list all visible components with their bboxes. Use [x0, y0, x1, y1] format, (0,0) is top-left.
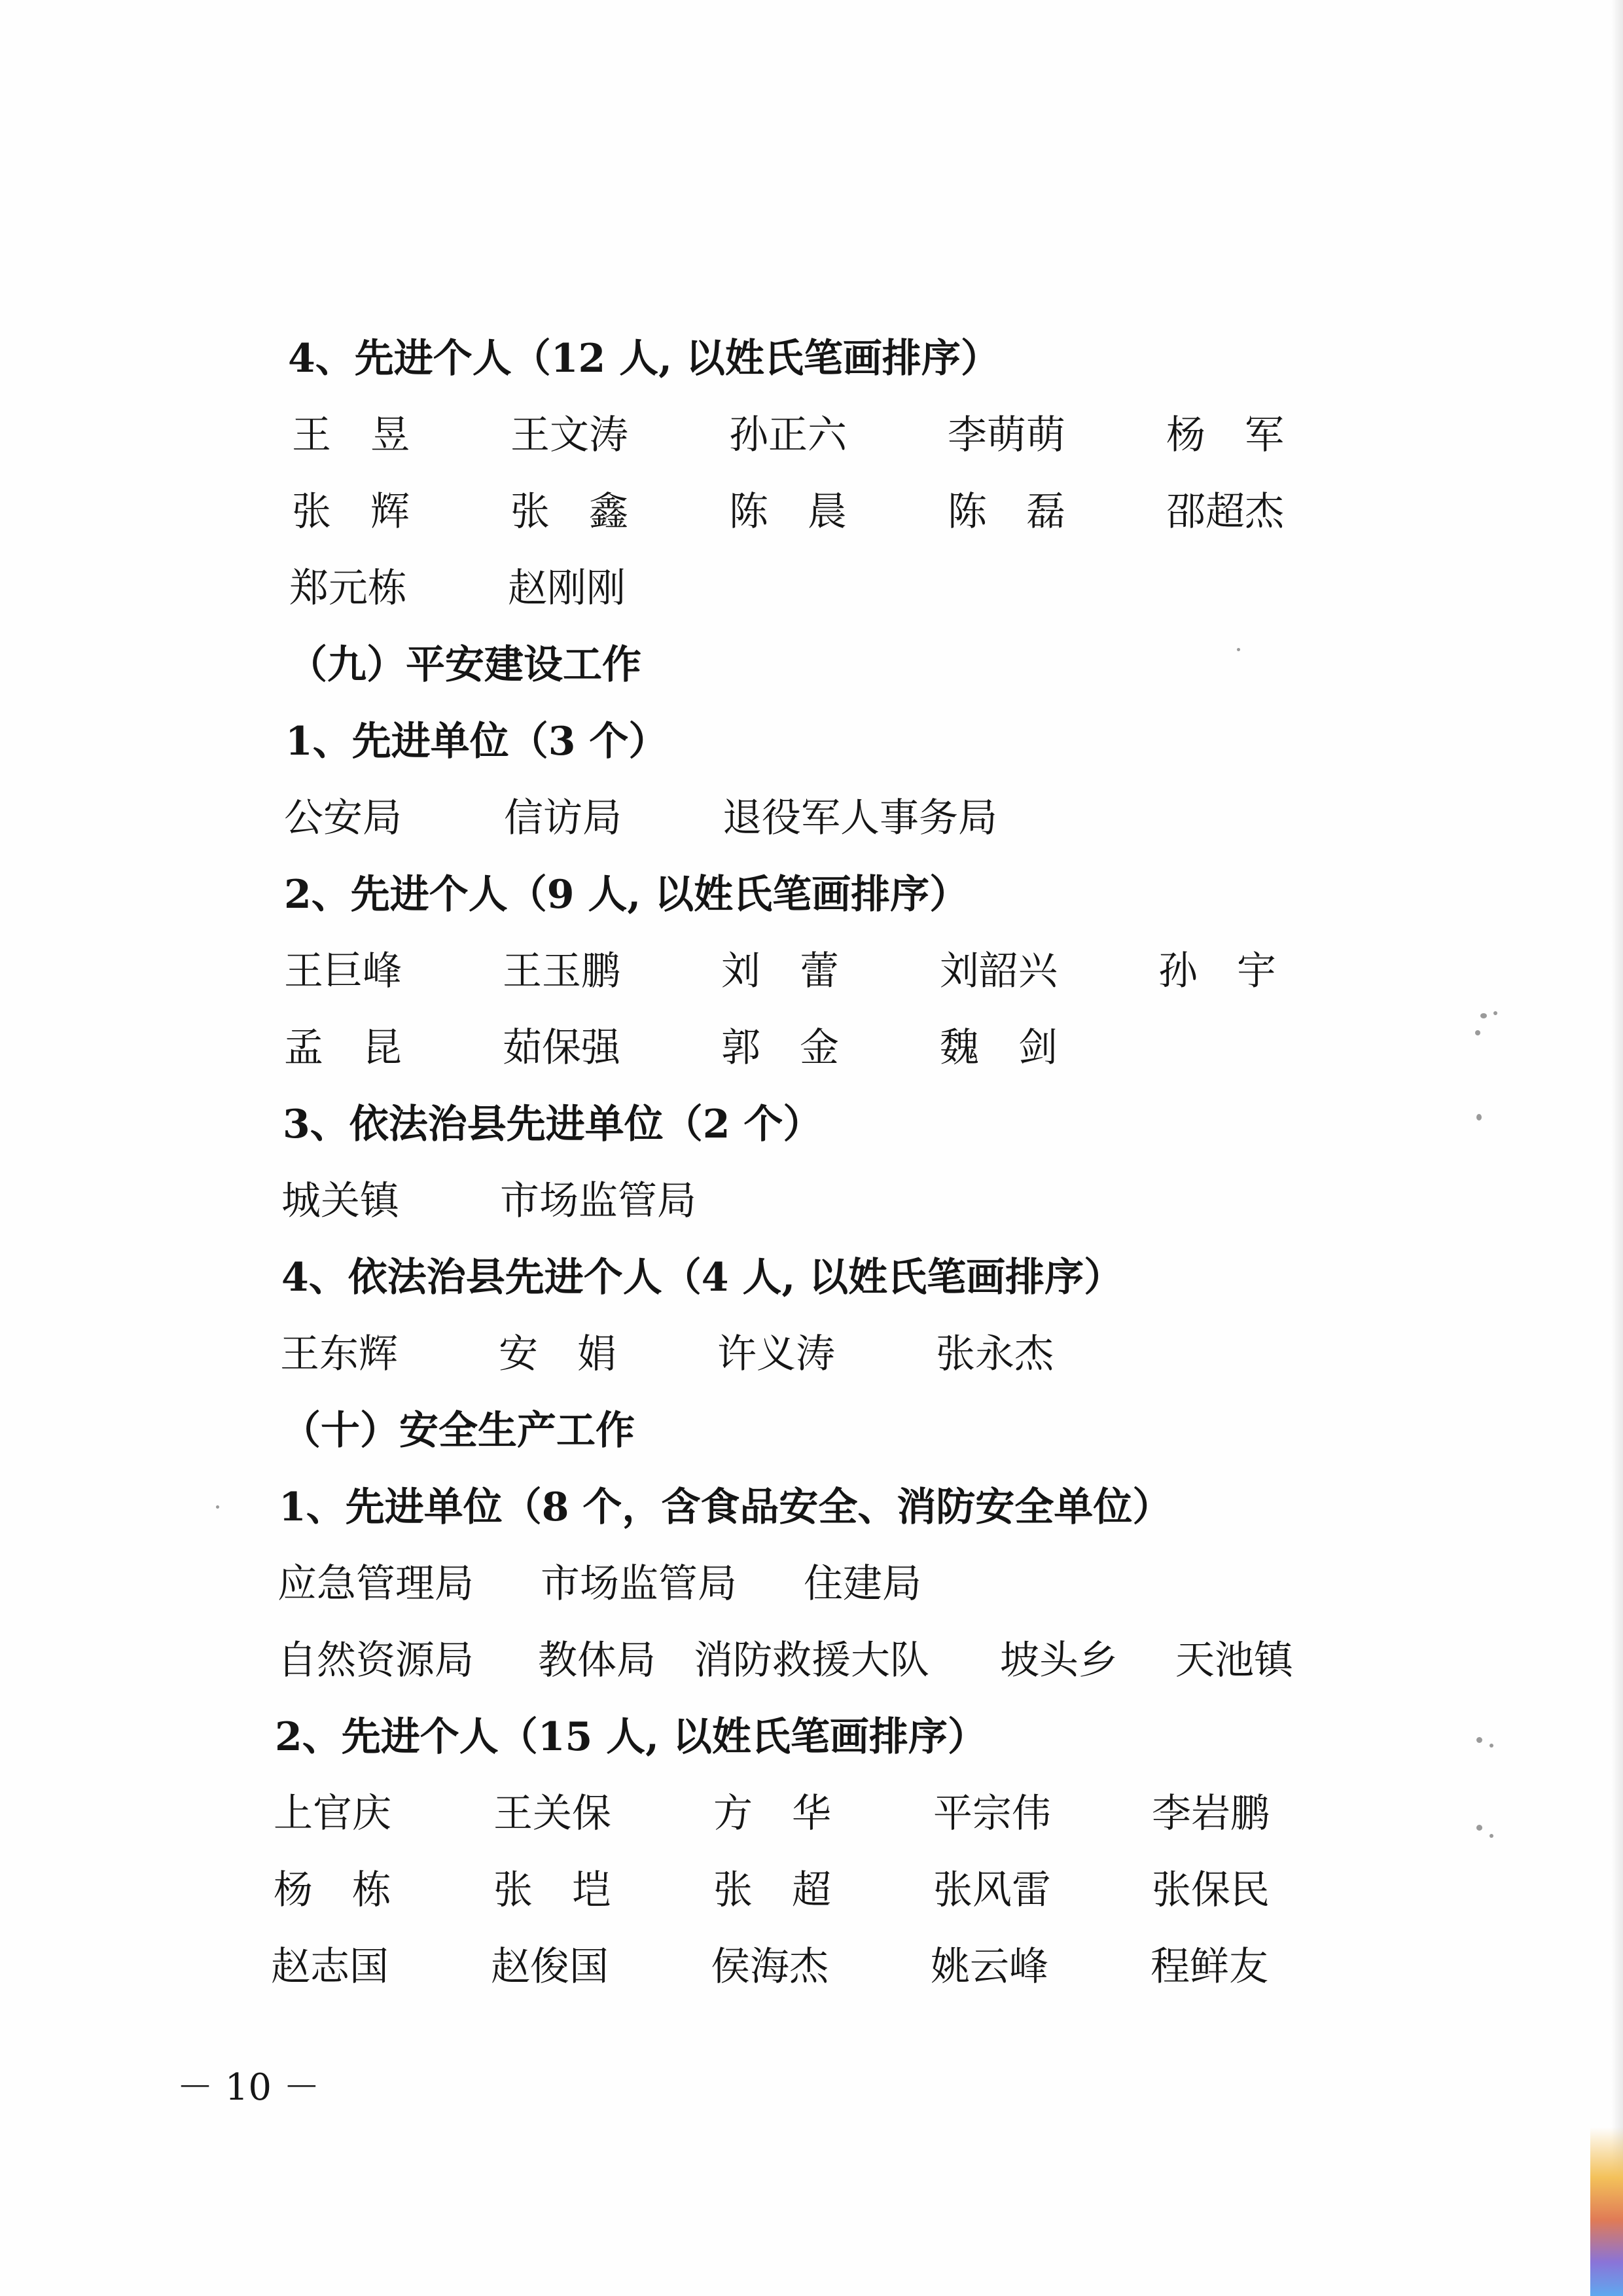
name-entry: 张保民: [1152, 1867, 1270, 1913]
section-heading: 2、先进个人（9 人, 以姓氏笔画排序）: [284, 872, 969, 918]
section-heading: 4、先进个人（12 人, 以姓氏笔画排序）: [288, 336, 1000, 382]
unit-entry: 教体局: [538, 1638, 656, 1683]
name-entry: 刘韶兴: [940, 948, 1058, 994]
name-entry: 张 垲: [493, 1867, 611, 1913]
name-entry: 刘 蕾: [721, 948, 839, 994]
name-entry: 王 昱: [292, 412, 410, 458]
scan-speck: [1475, 1030, 1480, 1035]
section-heading: 2、先进个人（15 人, 以姓氏笔画排序）: [275, 1714, 987, 1760]
scan-speck: [216, 1505, 219, 1509]
unit-entry: 自然资源局: [277, 1638, 474, 1683]
scan-speck: [1493, 1011, 1497, 1015]
unit-entry: 住建局: [804, 1561, 921, 1607]
name-entry: 张永杰: [936, 1331, 1054, 1377]
page-number: － 10 －: [177, 2066, 320, 2109]
scan-speck: [1476, 1114, 1482, 1121]
name-entry: 李岩鹏: [1152, 1791, 1270, 1837]
name-entry: 张风雷: [933, 1867, 1051, 1913]
name-entry: 张 辉: [292, 489, 410, 535]
name-entry: 赵俊国: [491, 1944, 609, 1990]
scan-speck: [1489, 1834, 1493, 1838]
name-entry: 茹保强: [503, 1025, 620, 1071]
scan-speck: [1480, 1013, 1487, 1018]
name-entry: 郑元栋: [289, 565, 407, 611]
unit-entry: 城关镇: [281, 1178, 399, 1224]
name-entry: 魏 剑: [940, 1025, 1058, 1071]
name-entry: 张 超: [713, 1867, 831, 1913]
name-entry: 邵超杰: [1166, 489, 1284, 535]
name-entry: 王东辉: [280, 1331, 398, 1377]
name-entry: 上官庆: [274, 1791, 391, 1837]
name-entry: 安 娟: [499, 1331, 616, 1377]
unit-entry: 应急管理局: [277, 1561, 474, 1607]
unit-entry: 退役军人事务局: [722, 795, 997, 841]
name-entry: 郭 金: [721, 1025, 839, 1071]
name-entry: 程鲜友: [1150, 1944, 1268, 1990]
unit-entry: 消防救援大队: [694, 1638, 929, 1683]
name-entry: 杨 栋: [274, 1867, 391, 1913]
name-entry: 张 鑫: [510, 489, 628, 535]
name-entry: 孟 昆: [284, 1025, 402, 1071]
name-entry: 赵志国: [271, 1944, 389, 1990]
name-entry: 许义涛: [717, 1331, 835, 1377]
name-entry: 陈 晨: [729, 489, 847, 535]
unit-entry: 天池镇: [1175, 1638, 1293, 1683]
section-heading: （九）平安建设工作: [288, 642, 641, 688]
name-entry: 王关保: [493, 1791, 611, 1837]
name-entry: 王巨峰: [284, 948, 402, 994]
section-heading: （十）安全生产工作: [281, 1408, 635, 1454]
page-edge-shadow: [1611, 0, 1623, 2296]
name-entry: 杨 军: [1166, 412, 1284, 458]
section-heading: 1、先进单位（8 个，含食品安全、消防安全单位）: [279, 1484, 1172, 1530]
name-entry: 孙 宇: [1158, 948, 1276, 994]
unit-entry: 坡头乡: [1000, 1638, 1118, 1683]
name-entry: 李萌萌: [948, 412, 1065, 458]
unit-entry: 市场监管局: [541, 1561, 737, 1607]
name-entry: 孙正六: [729, 412, 847, 458]
scan-speck: [1489, 1744, 1493, 1748]
scan-speck: [1237, 648, 1240, 651]
section-heading: 3、依法治县先进单位（2 个）: [283, 1102, 823, 1147]
name-entry: 平宗伟: [933, 1791, 1051, 1837]
name-entry: 王玉鹏: [503, 948, 620, 994]
name-entry: 姚云峰: [931, 1944, 1048, 1990]
scan-edge-stain: [1590, 2127, 1623, 2296]
section-heading: 4、依法治县先进个人（4 人, 以姓氏笔画排序）: [281, 1255, 1124, 1300]
name-entry: 王文涛: [510, 412, 628, 458]
unit-entry: 信访局: [504, 795, 622, 841]
name-entry: 方 华: [713, 1791, 831, 1837]
unit-entry: 公安局: [284, 795, 402, 841]
name-entry: 侯海杰: [711, 1944, 829, 1990]
scan-speck: [1476, 1737, 1482, 1743]
scan-speck: [1476, 1825, 1482, 1831]
section-heading: 1、先进单位（3 个）: [285, 719, 668, 764]
name-entry: 赵刚刚: [508, 565, 626, 611]
unit-entry: 市场监管局: [500, 1178, 696, 1224]
name-entry: 陈 磊: [948, 489, 1065, 535]
